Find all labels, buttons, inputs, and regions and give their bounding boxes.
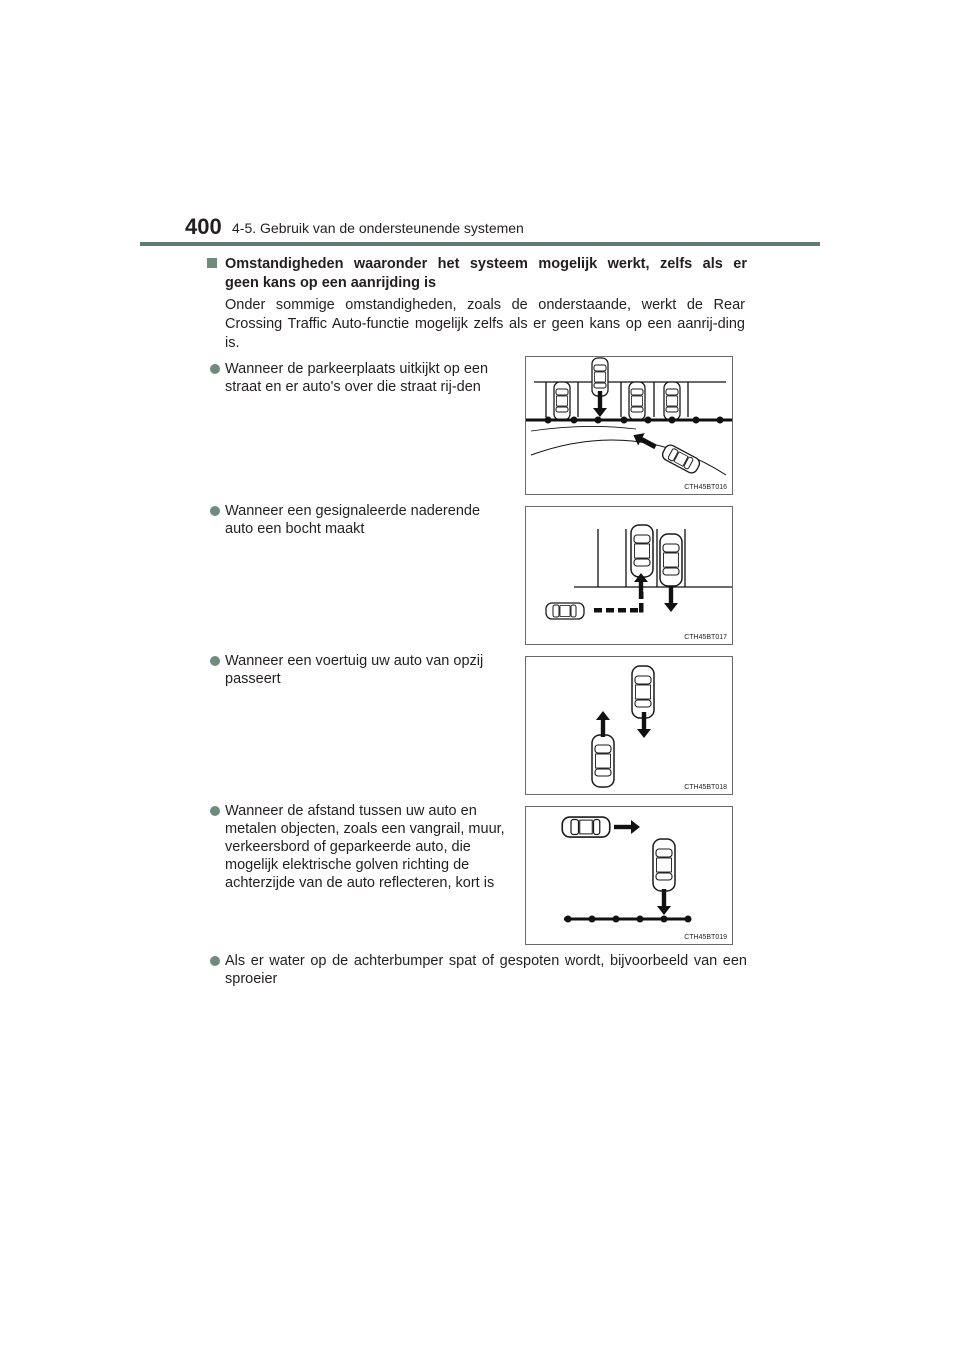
passing-vehicle-illustration xyxy=(526,657,732,794)
list-item-text: Wanneer de parkeerplaats uitkijkt op een straat en er auto's over die straat rij-den xyxy=(225,361,489,395)
bullet-dot-icon xyxy=(210,806,220,816)
section-heading-line2: geen kans op een aanrijding is xyxy=(225,275,437,291)
figure-caption: CTH45BT016 xyxy=(684,484,727,491)
list-item xyxy=(207,360,507,396)
figure-caption: CTH45BT017 xyxy=(684,634,727,641)
bullet-dot-icon xyxy=(210,956,220,966)
list-item xyxy=(207,502,507,538)
list-item-text: Wanneer de afstand tussen uw auto en metalen objecten, zoals een vangrail, muur, verkeersbord of geparkeerde auto, die mogelijk elektrische golven richting de achterzijde van de auto reflecteren, kort is xyxy=(225,803,505,891)
chapter-title: 4-5. Gebruik van de ondersteunende systemen xyxy=(232,220,524,236)
figure-parking-lot-street xyxy=(525,356,733,495)
intro-paragraph: Onder sommige omstandigheden, zoals de onderstaande, werkt de Rear Crossing Traffic Auto-functie mogelijk zelfs als er geen kans op een aanrij-ding is. xyxy=(225,297,745,351)
figure-caption: CTH45BT019 xyxy=(684,934,727,941)
figure-vehicle-passes-side xyxy=(525,656,733,795)
square-bullet-icon xyxy=(207,258,217,268)
figure-caption: CTH45BT018 xyxy=(684,784,727,791)
list-item xyxy=(207,952,747,988)
list-item xyxy=(207,802,507,892)
bullet-dot-icon xyxy=(210,506,220,516)
page-number: 400 xyxy=(185,214,222,239)
section-heading xyxy=(207,255,747,293)
bullet-dot-icon xyxy=(210,364,220,374)
figure-metal-objects-near xyxy=(525,806,733,945)
list-item xyxy=(207,652,507,688)
turning-car-illustration xyxy=(526,507,732,644)
metal-objects-illustration xyxy=(526,807,732,944)
list-item-text: Wanneer een voertuig uw auto van opzij passeert xyxy=(225,653,484,687)
section-heading-line1: Omstandigheden waaronder het systeem mogelijk werkt, zelfs als er xyxy=(225,256,747,272)
figure-approaching-car-turns xyxy=(525,506,733,645)
list-item-text: Als er water op de achterbumper spat of gespoten wordt, bijvoorbeeld van een sproeier xyxy=(225,953,747,987)
bullet-dot-icon xyxy=(210,656,220,666)
header-rule xyxy=(140,242,820,246)
list-item-text: Wanneer een gesignaleerde naderende auto een bocht maakt xyxy=(225,503,481,537)
parking-street-illustration xyxy=(526,357,732,494)
